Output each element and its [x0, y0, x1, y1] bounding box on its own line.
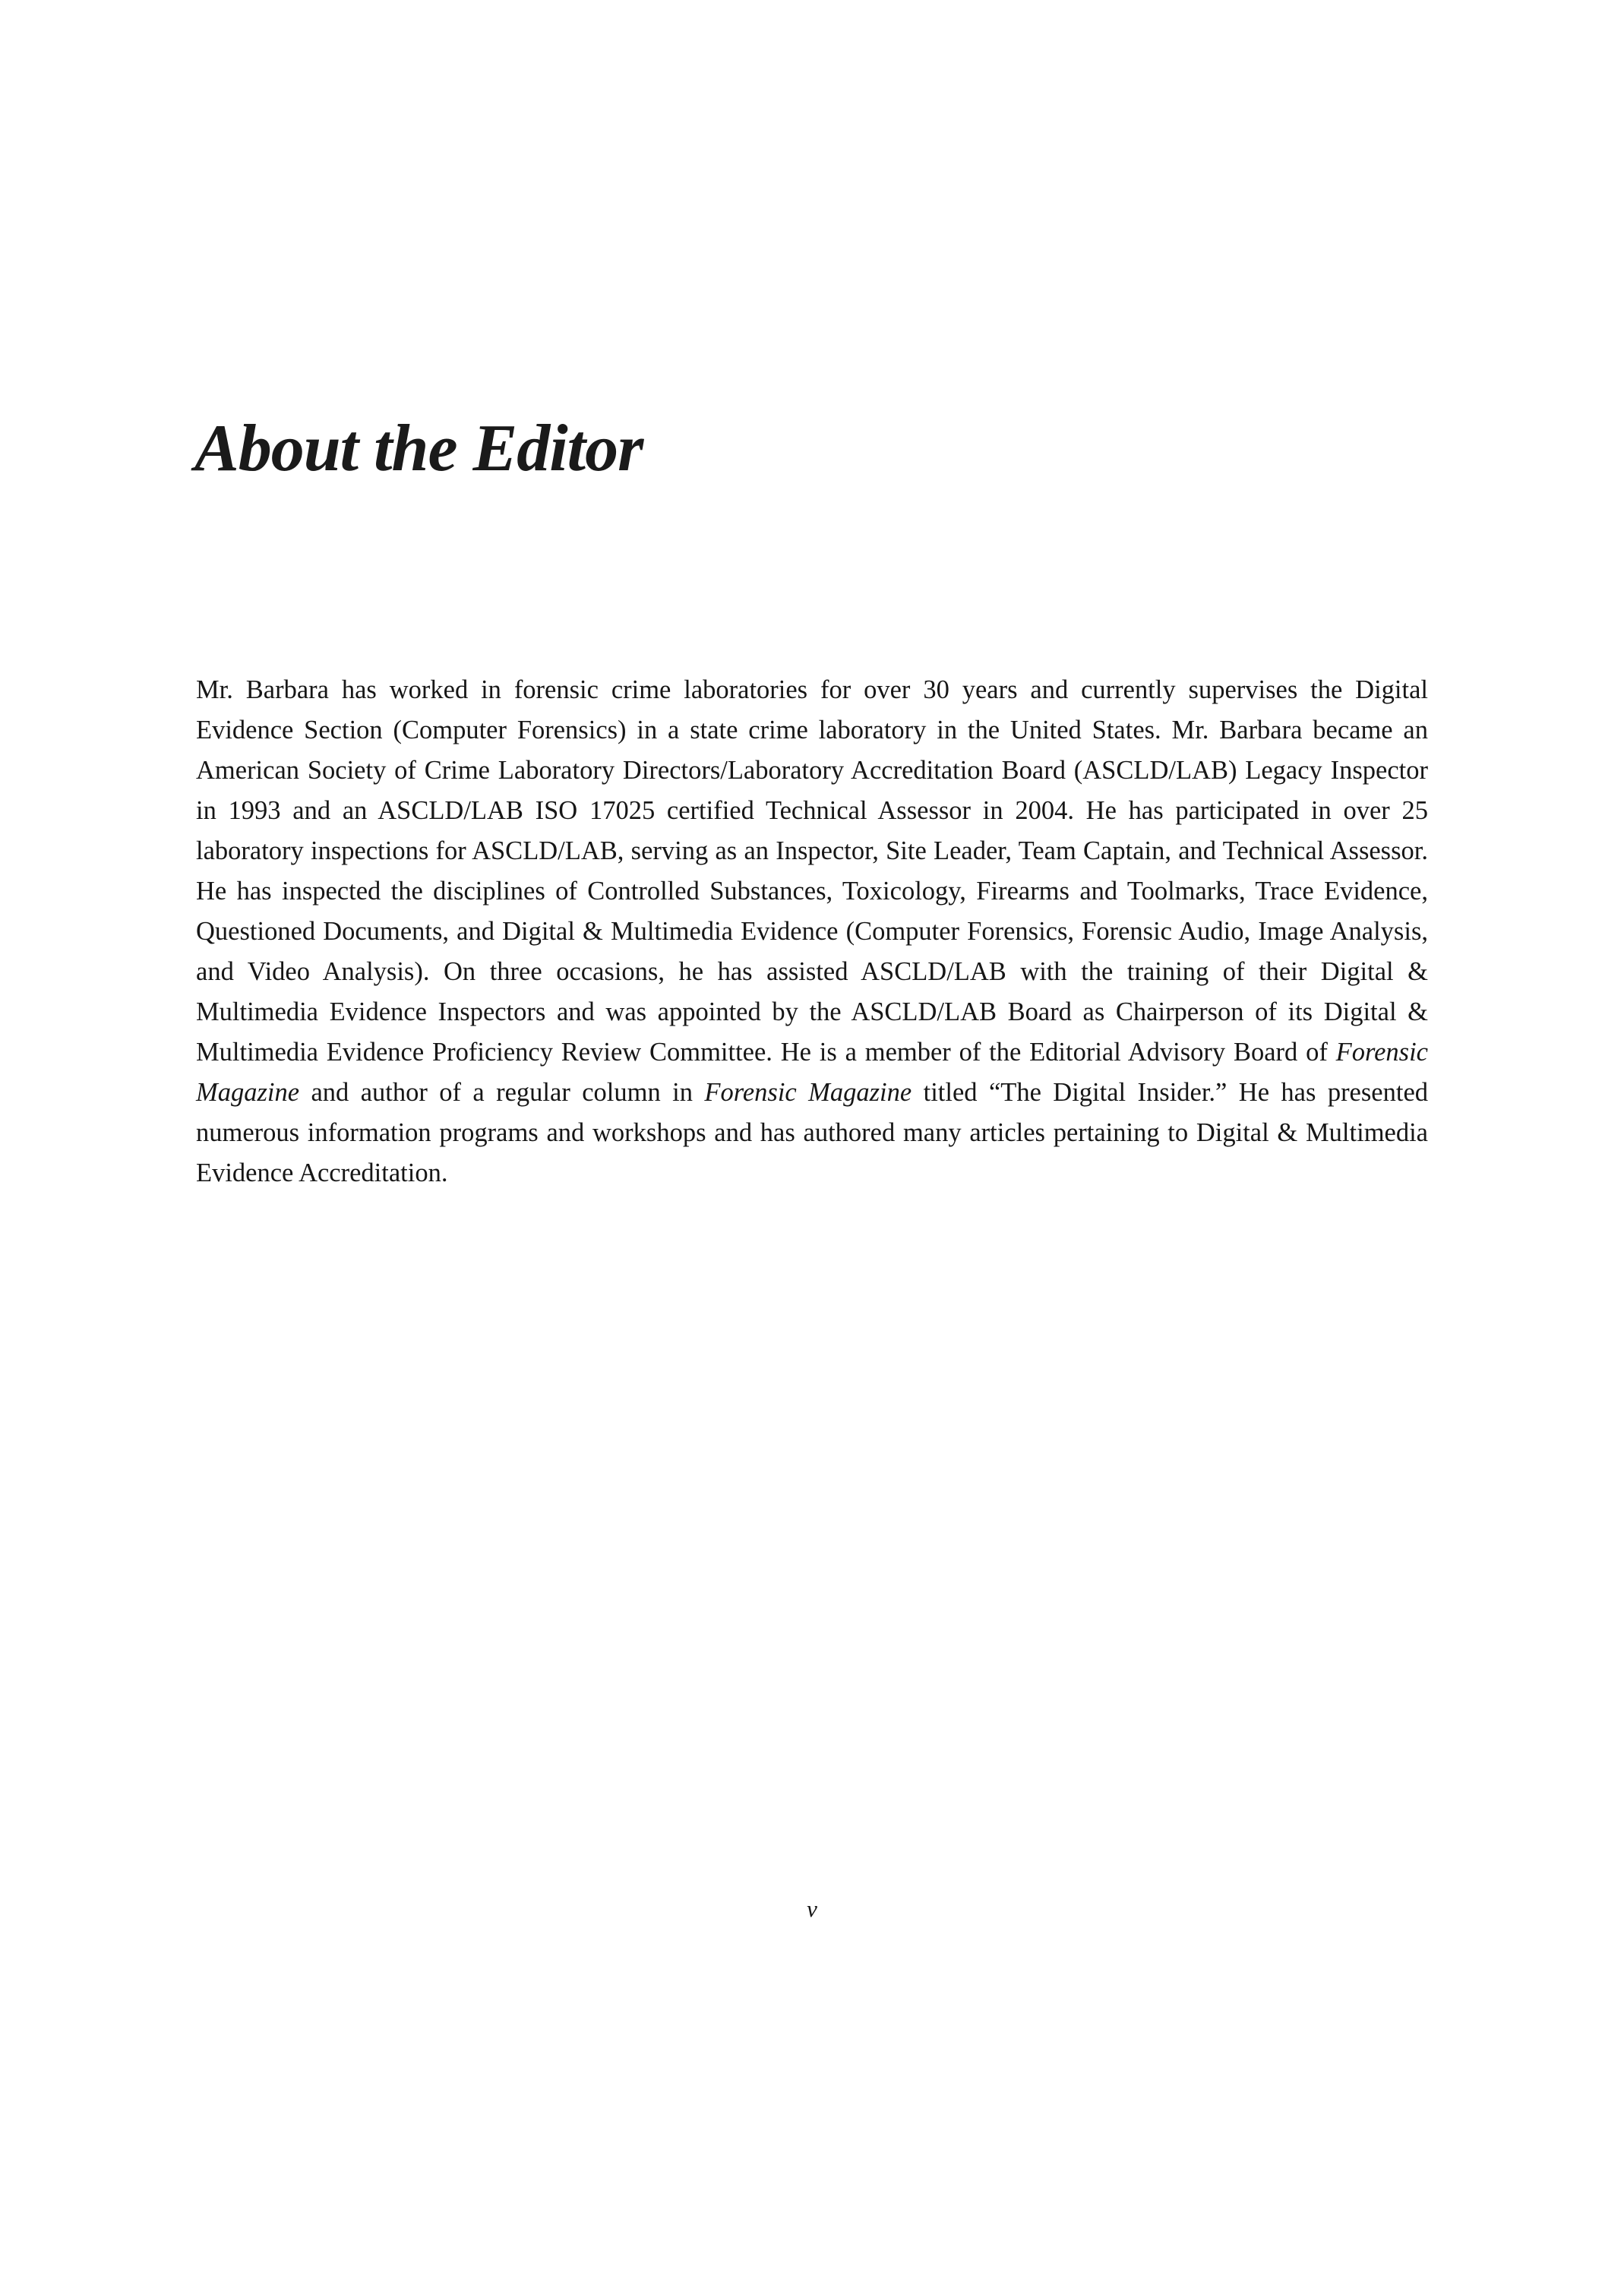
paragraph-segment: Mr. Barbara has worked in forensic crime laboratories for over 30 years and currently supervises the Digital Evidence Section (Computer Forensics) in a state crime laboratory in the United States. Mr. Barbara became an American Society of Crime Laboratory Directors/Laboratory Accreditation Board (ASCLD/LAB) Legacy Inspector in 1993 and an ASCLD/LAB ISO 17025 certified Technical Assessor in 2004. He has participated in over 25 laboratory inspections for ASCLD/LAB, serving as an Inspector, Site Leader, Team Captain, and Technical Assessor. He has inspected the disciplines of Controlled Substances, Toxicology, Firearms and Toolmarks, Trace Evidence, Questioned Documents, and Digital & Multimedia Evidence (Computer Forensics, Forensic Audio, Image Analysis, and Video Analysis). On three occasions, he has assisted ASCLD/LAB with the training of their Digital & Multimedia Evidence Inspectors and was appointed by the ASCLD/LAB Board as Chairperson of its Digital & Multimedia Evidence Proficiency Review Committee. He is a member of the Editorial Advisory Board of [196, 675, 1428, 1067]
paragraph-segment-magazine-title: Forensic Magazine [704, 1078, 912, 1107]
paragraph-segment: and author of a regular column in [299, 1078, 705, 1107]
about-editor-paragraph [196, 670, 1428, 1193]
paragraph-segment: titled “The Digital Insider.” He has presented numerous information programs and workshops and has authored many articles pertaining to Digital & Multimedia Evidence Accreditation. [196, 1078, 1429, 1187]
page-title: About the Editor [194, 412, 643, 485]
paragraph-segment-magazine-title: Forensic Magazine [196, 1038, 1428, 1107]
page-number: v [807, 1895, 817, 1922]
